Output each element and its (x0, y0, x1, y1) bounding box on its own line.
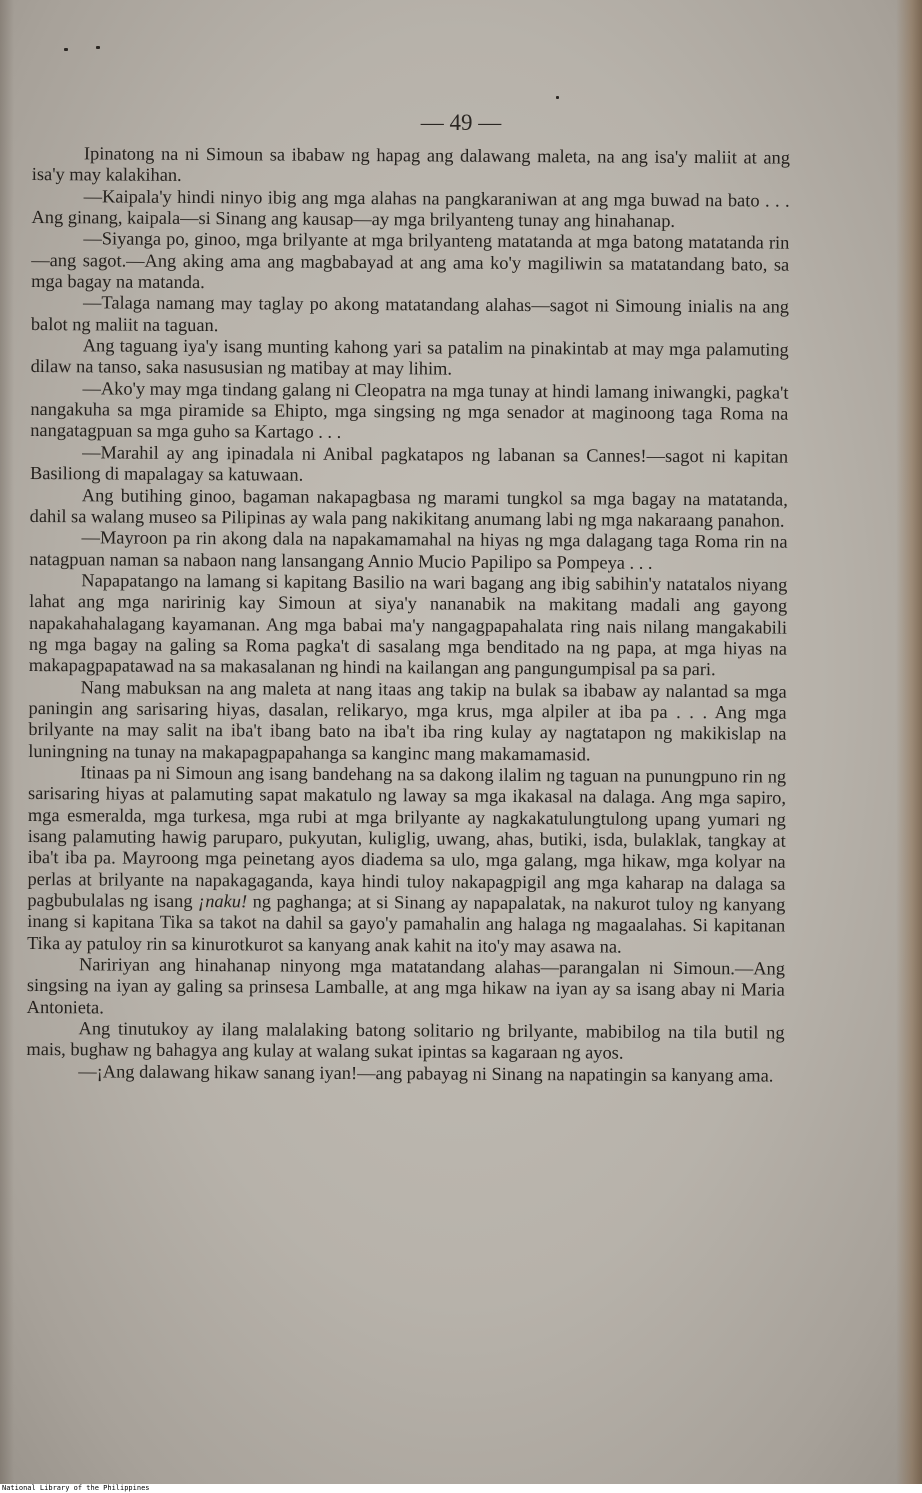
page-right-edge-stain (896, 0, 922, 1484)
italic-exclamation: ¡naku! (198, 891, 248, 912)
paragraph: —¡Ang dalawang hikaw sanang iyan!—ang pabayag ni Sinang na napatingin sa kanyang ama. (78, 1061, 774, 1086)
paragraph: —Siyanga po, ginoo, mga brilyante at mga brilyanteng matatanda at mga batong matatanda rin—ang sagot.—Ang aking ama ang magbabayad at ang ama ko'y magiliwin sa matatandang bato, sa mga bagay na matanda. (31, 228, 790, 293)
paragraph: Ipinatong na ni Simoun sa ibabaw ng hapag ang dalawang maleta, na ang isa'y maliit at ang isa'y may kalakihan. (31, 143, 790, 186)
paragraph: Ang tinutukoy ay ilang malalaking batong solitario ng brilyante, mabibilog na tila butil ng mais, bughaw ng bahagya ang kulay at walang sukat ipintas sa kagaraan ng ayos. (26, 1018, 785, 1064)
paragraph-part: Itinaas pa ni Simoun ang isang bandehang na sa dakong ilalim ng taguan na punungpuno rin ng sarisaring hiyas at palamuting sapat makatulo ng laway sa mga ikakasal na dalaga. Ang mga sapiro, mga esmeralda, mga turkesa, mga rubi at mga brilyante ay nagkakatulungtulong upang yumari ng isang palamuting hawig paruparo, pukyutan, kuliglig, uwang, ahas, butiki, isda, bulaklak, tangkay at iba't iba pa. Mayroong mga peinetang ayos diadema sa ulo, mga galang, mga hikaw, mga kolyar na perlas at brilyante na napakagaganda, kaya hindi tuloy nakapagpigil ang mga kaharap na dalaga sa pagbubulalas ng isang (27, 762, 787, 912)
paragraph-part: ng paghanga; at si Sinang ay napapalatak, na nakurot tuloy ng kanyang inang si kapitana Tika sa takot na dahil sa gayo'y pamahalin ang halaga ng magaalahas. Si kapitanan Tika ay patuloy rin sa kinurotkurot sa kanyang anak kahit na ito'y may asawa na. (27, 891, 786, 957)
paragraph: —Marahil ay ang ipinadala ni Anibal pagkatapos ng labanan sa Cannes!—sagot ni kapitan Basiliong di mapalagay sa katuwaan. (29, 442, 789, 485)
body-text (26, 143, 790, 1087)
ink-speck (64, 48, 68, 51)
paragraph: —Talaga namang may taglay po akong matatandang alahas—sagot ni Simoung inialis na ang balot ng maliit na taguan. (30, 292, 790, 335)
paragraph: —Mayroon pa rin akong dala na napakamamahal na hiyas ng mga dalagang taga Roma rin na natagpuan naman sa nabaon nang lansangang Annio Mucio Papilipo sa Pompeya . . . (29, 527, 788, 573)
ink-speck (556, 96, 559, 99)
ink-speck (96, 46, 100, 49)
paragraph: —Kaipala'y hindi ninyo ibig ang mga alahas na pangkaraniwan at ang mga buwad na bato . . . Ang ginang, kaipala—si Sinang ang kausap—ay mga brilyanteng tunay ang hinahanap. (31, 186, 790, 231)
paragraph: Ang butihing ginoo, bagaman nakapagbasa ng marami tungkol sa mga bagay na matatanda, dahil sa walang museo sa Pilipinas ay wala pang nakikitang anumang labi ng mga nakaraang panahon. (29, 484, 788, 531)
page-number: — 49 — (420, 110, 502, 135)
paragraph (27, 762, 786, 959)
paragraph: Naririyan ang hinahanap ninyong mga matatandang alahas—parangalan ni Simoun.—Ang singsing na iyan ay galing sa prinsesa Lamballe, at ang mga hikaw na iyan ay sa isang abay ni Maria Antonieta. (26, 954, 786, 1018)
footer-credit: National Library of the Philippines (2, 1484, 150, 1492)
page-left-edge-shadow (0, 0, 14, 1484)
paragraph: Napapatango na lamang si kapitang Basilio na wari bagang ang ibig sabihin'y natatalos niyang lahat ang mga naririnig kay Simoun at siya'y nananabik na makitang madali ang gayong napakahahalagang kayamanan. Ang mga babai ma'y nangagpapahalata ring nais nilang mangakabili ng mga bagay na galing sa Roma pagka't di sasalang mga benditado na ng papa, at mga hiyas na makapagpapatawad na sa makasalanan ng hindi na kailangan ang pangungumpisal pa sa pari. (28, 570, 788, 680)
footer-bar (0, 1484, 922, 1493)
paragraph: Nang mabuksan na ang maleta at nang itaas ang takip na bulak sa ibabaw ay nalantad sa mga paningin ang sarisaring hiyas, dasalan, relikaryo, mga krus, mga alpiler at iba pa . . . Ang mga brilyante na may salit na iba't ibang bato na iba't iba ring kulay ay nagtatapon ng makikislap na luningning na tunay na makapagpapahanga sa kanginc mang makamamasid. (28, 676, 787, 765)
paragraph: —Ako'y may mga tindang galang ni Cleopatra na mga tunay at hindi lamang iniwangki, pagka't nangakuha sa mga piramide sa Ehipto, mga singsing ng mga senador at maginoong taga Roma na nangatagpuan sa mga guho sa Kartago . . . (30, 378, 789, 443)
paragraph: Ang taguang iya'y isang munting kahong yari sa patalim na pinakintab at may mga palamuting dilaw na tanso, saka nasususian ng matibay at may lihim. (30, 335, 789, 380)
